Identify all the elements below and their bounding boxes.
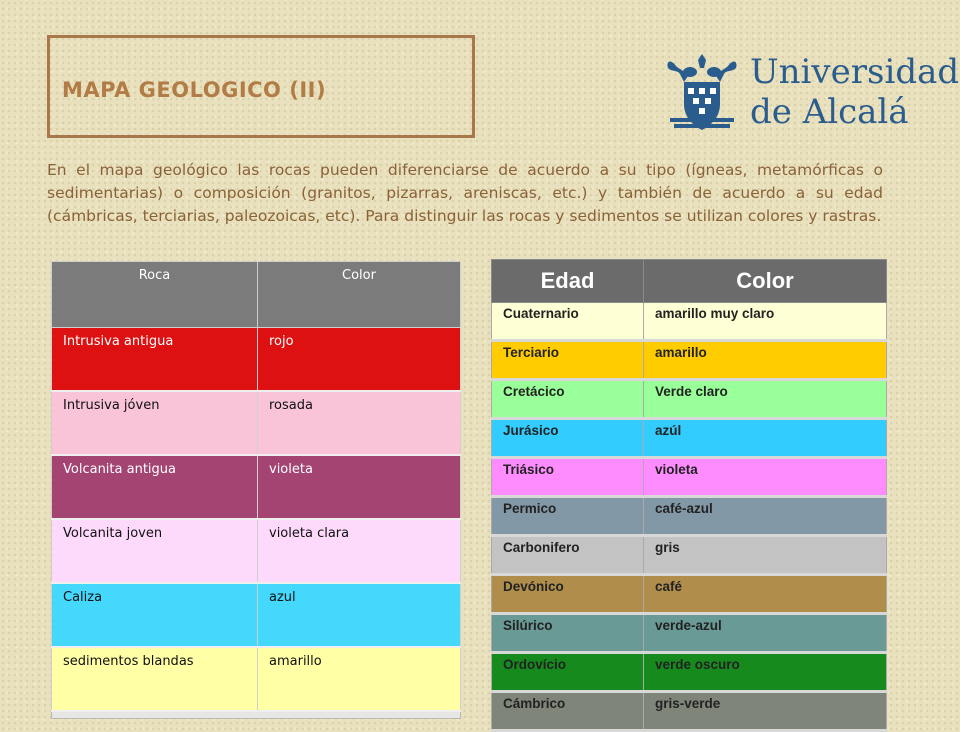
- age-color-cell: gris: [644, 536, 887, 575]
- rock-color-table: [51, 261, 461, 719]
- rock-name-cell: Intrusiva antigua: [52, 328, 258, 392]
- age-color-table: [491, 259, 887, 732]
- university-name-line1: Universidad: [750, 52, 960, 92]
- page-title: MAPA GEOLOGICO (II): [62, 78, 327, 102]
- rock-table-row: [52, 391, 461, 455]
- rock-color-cell: rosada: [258, 391, 461, 455]
- age-name-cell: Jurásico: [492, 419, 644, 458]
- rock-name-cell: Intrusiva jóven: [52, 391, 258, 455]
- age-table-row: [492, 692, 887, 731]
- rock-color-cell: rojo: [258, 328, 461, 392]
- rock-color-cell: violeta: [258, 455, 461, 519]
- university-name: [750, 52, 959, 132]
- age-table-row: [492, 419, 887, 458]
- age-color-cell: Verde claro: [644, 380, 887, 419]
- age-table-row: [492, 536, 887, 575]
- age-color-cell: café-azul: [644, 497, 887, 536]
- rock-table-footer: [52, 711, 461, 719]
- age-table-row: [492, 380, 887, 419]
- age-table-row: [492, 614, 887, 653]
- age-color-cell: amarillo: [644, 341, 887, 380]
- rock-table-header: [52, 262, 461, 328]
- rock-table-row: [52, 519, 461, 583]
- age-color-cell: café: [644, 575, 887, 614]
- rock-color-cell: violeta clara: [258, 519, 461, 583]
- age-name-cell: Terciario: [492, 341, 644, 380]
- university-name-line2: de Alcalá: [750, 92, 909, 132]
- rock-name-cell: Volcanita antigua: [52, 455, 258, 519]
- rock-table-row: [52, 328, 461, 392]
- rock-table-row: [52, 647, 461, 711]
- age-name-cell: Ordovício: [492, 653, 644, 692]
- age-color-cell: amarillo muy claro: [644, 303, 887, 341]
- rock-color-cell: azul: [258, 583, 461, 647]
- age-color-cell: gris-verde: [644, 692, 887, 731]
- age-name-cell: Carbonifero: [492, 536, 644, 575]
- age-color-cell: verde oscuro: [644, 653, 887, 692]
- rock-color-cell: amarillo: [258, 647, 461, 711]
- age-header: Edad: [492, 260, 644, 303]
- age-table-row: [492, 458, 887, 497]
- title-box: [47, 35, 475, 138]
- age-name-cell: Cretácico: [492, 380, 644, 419]
- rock-header: Roca: [52, 262, 258, 328]
- age-table-row: [492, 653, 887, 692]
- crest-icon: [664, 52, 740, 136]
- age-color-header: Color: [644, 260, 887, 303]
- university-logo: [664, 52, 960, 136]
- rock-table-row: [52, 583, 461, 647]
- age-color-cell: verde-azul: [644, 614, 887, 653]
- age-name-cell: Devónico: [492, 575, 644, 614]
- intro-paragraph: En el mapa geológico las rocas pueden diferenciarse de acuerdo a su tipo (ígneas, metamórficas o sedimentarias) o composición (granitos, pizarras, areniscas, etc.) y también de acuerdo a su edad (cámbricas, terciarias, paleozoicas, etc). Para distinguir las rocas y sedimentos se utilizan colores y rastras.: [47, 161, 883, 225]
- age-color-cell: azúl: [644, 419, 887, 458]
- age-name-cell: Permico: [492, 497, 644, 536]
- age-name-cell: Triásico: [492, 458, 644, 497]
- age-table-row: [492, 497, 887, 536]
- rock-table-row: [52, 455, 461, 519]
- age-table-row: [492, 341, 887, 380]
- age-name-cell: Cámbrico: [492, 692, 644, 731]
- age-name-cell: Cuaternario: [492, 303, 644, 341]
- age-color-cell: violeta: [644, 458, 887, 497]
- rock-name-cell: Caliza: [52, 583, 258, 647]
- age-table-header: [492, 260, 887, 303]
- age-name-cell: Silúrico: [492, 614, 644, 653]
- rock-color-header: Color: [258, 262, 461, 328]
- age-table-row: [492, 303, 887, 341]
- rock-name-cell: sedimentos blandas: [52, 647, 258, 711]
- age-table-row: [492, 575, 887, 614]
- rock-name-cell: Volcanita joven: [52, 519, 258, 583]
